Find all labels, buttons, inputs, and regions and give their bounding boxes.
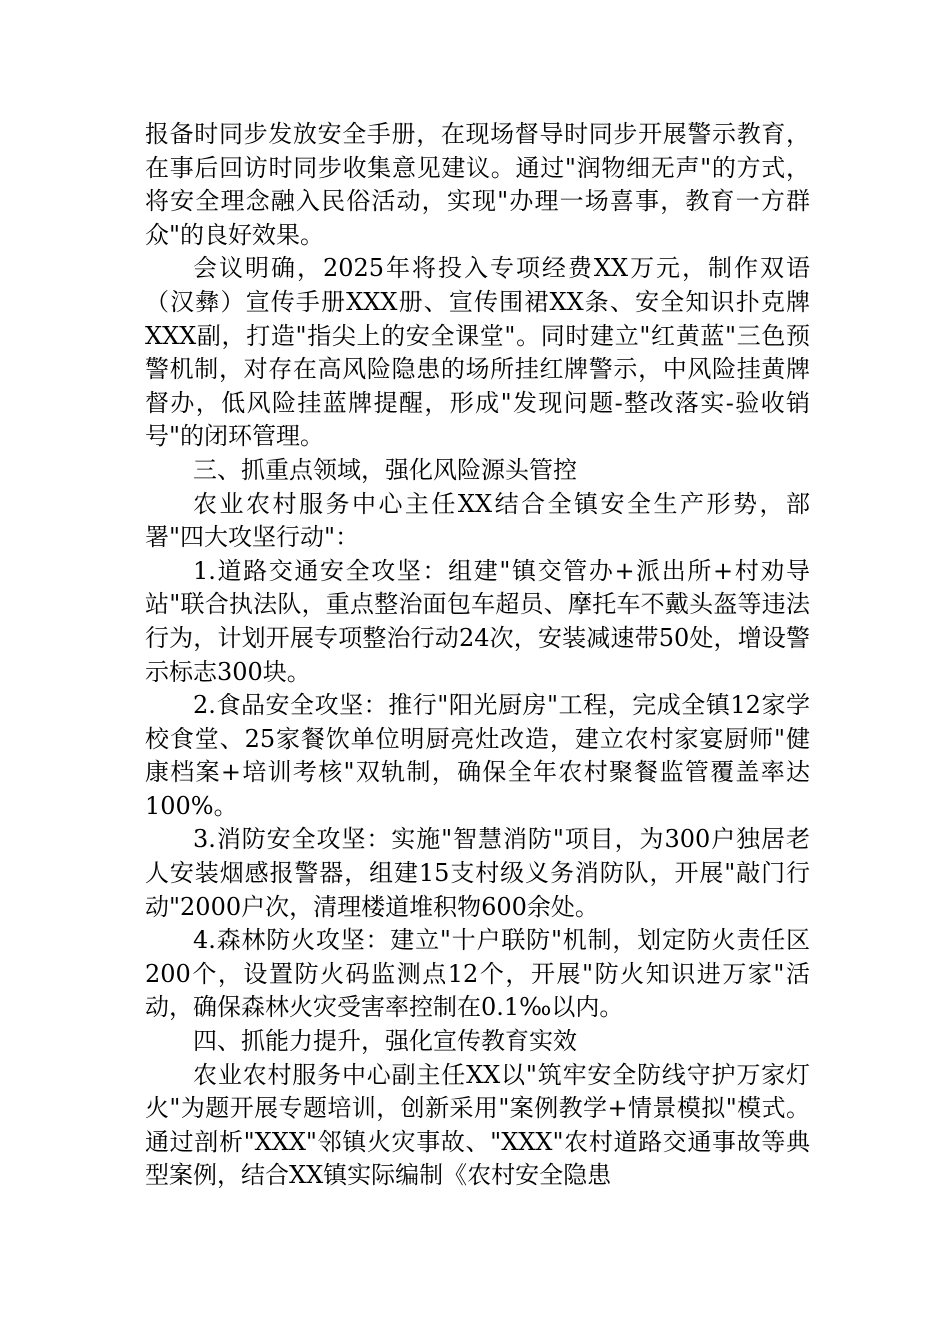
- paragraph-food-safety: 2.食品安全攻坚：推行"阳光厨房"工程，完成全镇12家学校食堂、25家餐饮单位明厨亮灶改造，建立农村家宴厨师"健康档案+培训考核"双轨制，确保全年农村聚餐监管覆盖率达100%。: [145, 691, 810, 820]
- paragraph-training: 农业农村服务中心副主任XX以"筑牢安全防线守护万家灯火"为题开展专题培训，创新采用"案例教学+情景模拟"模式。通过剖析"XXX"邻镇火灾事故、"XXX"农村道路交通事故等典型案例，结合XX镇实际编制《农村安全隐患: [145, 1060, 810, 1190]
- paragraph-meeting: 会议明确，2025年将投入专项经费XX万元，制作双语（汉彝）宣传手册XXX册、宣传围裙XX条、安全知识扑克牌XXX副，打造"指尖上的安全课堂"。同时建立"红黄蓝"三色预警机制，对存在高风险隐患的场所挂红牌警示，中风险挂黄牌督办，低风险挂蓝牌提醒，形成"发现问题-整改落实-验收销号"的闭环管理。: [145, 254, 810, 451]
- paragraph-road-safety: 1.道路交通安全攻坚：组建"镇交管办+派出所+村劝导站"联合执法队，重点整治面包车超员、摩托车不戴头盔等违法行为，计划开展专项整治行动24次，安装减速带50处，增设警示标志300块。: [145, 556, 810, 686]
- section-heading-three: 三、抓重点领域，强化风险源头管控: [193, 455, 577, 484]
- section-heading-four: 四、抓能力提升，强化宣传教育实效: [193, 1027, 577, 1056]
- paragraph-intro-actions: 农业农村服务中心主任XX结合全镇安全生产形势，部署"四大攻坚行动"：: [145, 489, 810, 552]
- paragraph-forest-fire: 4.森林防火攻坚：建立"十户联防"机制，划定防火责任区200个，设置防火码监测点12个，开展"防火知识进万家"活动，确保森林火灾受害率控制在0.1‰以内。: [145, 926, 810, 1022]
- document-body: [145, 118, 810, 1193]
- paragraph-continuation: 报备时同步发放安全手册，在现场督导时同步开展警示教育，在事后回访时同步收集意见建议。通过"润物细无声"的方式，将安全理念融入民俗活动，实现"办理一场喜事，教育一方群众"的良好效果。: [145, 120, 810, 249]
- paragraph-fire-safety: 3.消防安全攻坚：实施"智慧消防"项目，为300户独居老人安装烟感报警器，组建15支村级义务消防队，开展"敲门行动"2000户次，清理楼道堆积物600余处。: [145, 825, 810, 921]
